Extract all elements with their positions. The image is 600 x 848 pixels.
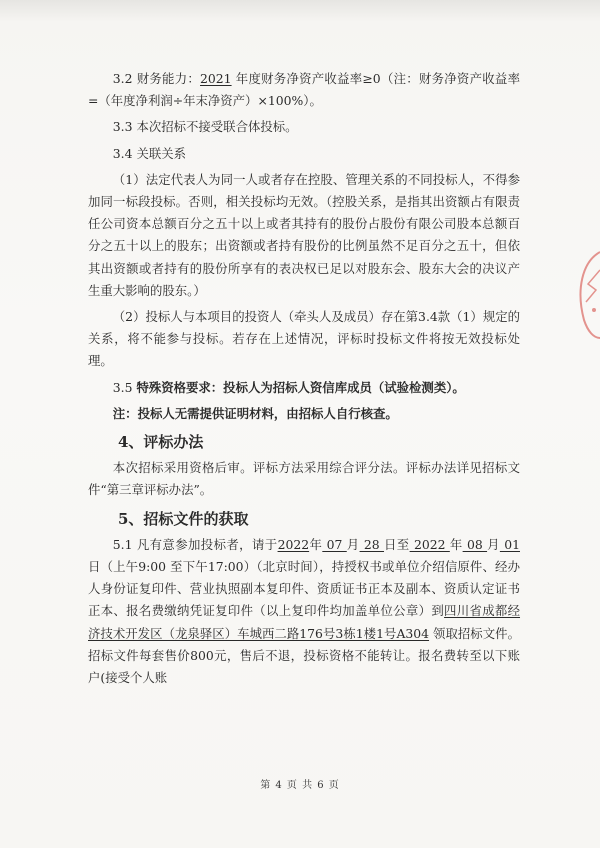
clause-3-5: 3.5 特殊资格要求：投标人为招标人资信库成员（试验检测类）。: [112, 379, 465, 395]
clause-5-1: 5.1 凡有意参加投标者，请于2022年 07 月 28 日至 2022 年 08 月 01 日（上午9:00 至下午17:00）（北京时间），持授权书或单位介绍信原件、经办人身份证复印件、营业执照副本复印件、资质证书正本及副本、资质认定证书正本、报名费缴纳凭证复印件（以上复印件均加盖单位公章）到四川省成都经济技术开发区（龙泉驿区）车城西二路176号3栋1楼1号A304 领取招标文件。招标文件每套售价800元，售后不退，投标资格不能转让。报名费转至以下账户(接受个人账: [88, 536, 521, 686]
document-body: [88, 68, 520, 689]
seal-stamp-edge: [574, 250, 600, 340]
address: 四川省成都经济技术开发区（龙泉驿区）车城西二路176号3栋1楼1号A304: [88, 603, 521, 641]
page-footer: 第 4 页 共 6 页: [260, 780, 340, 791]
clause-3-4-1: （1）法定代表人为同一人或者存在控股、管理关系的不同投标人，不得参加同一标段投标。否则，相关投标均无效。（控股关系，是指其出资额占有限责任公司资本总额百分之五十以上或者其持有的股份占股份有限公司股本总额百分之五十以上的股东；出资额或者持有股份的比例虽然不足百分之五十，但依其出资额或者持有的股份所享有的表决权已足以对股东会、股东大会的决议产生重大影响的股东。）: [88, 171, 520, 298]
scan-edge: [0, 0, 600, 22]
section-4-body: 本次招标采用资格后审。评标方法采用综合评分法。评标办法详见招标文件“第三章评标办法”。: [88, 460, 520, 498]
note: 注：投标人无需提供证明材料，由招标人自行核查。: [112, 405, 398, 421]
year-field: 2021: [200, 71, 232, 86]
section-4-heading: 4、评标办法: [118, 433, 204, 452]
clause-3-4-2: （2）投标人与本项目的投资人（牵头人及成员）存在第3.4款（1）规定的关系，将不能参与投标。若存在上述情况，评标时投标文件将按无效投标处理。: [88, 309, 520, 369]
section-5-heading: 5、招标文件的获取: [118, 509, 249, 528]
clause-3-2: 3.2 财务能力：2021 年度财务净资产收益率≥0（注：财务净资产收益率=（年度净利润÷年末净资产）×100%）。: [88, 71, 520, 109]
clause-3-4-heading: 3.4 关联关系: [112, 145, 187, 161]
clause-3-3: 3.3 本次招标不接受联合体投标。: [112, 119, 298, 135]
